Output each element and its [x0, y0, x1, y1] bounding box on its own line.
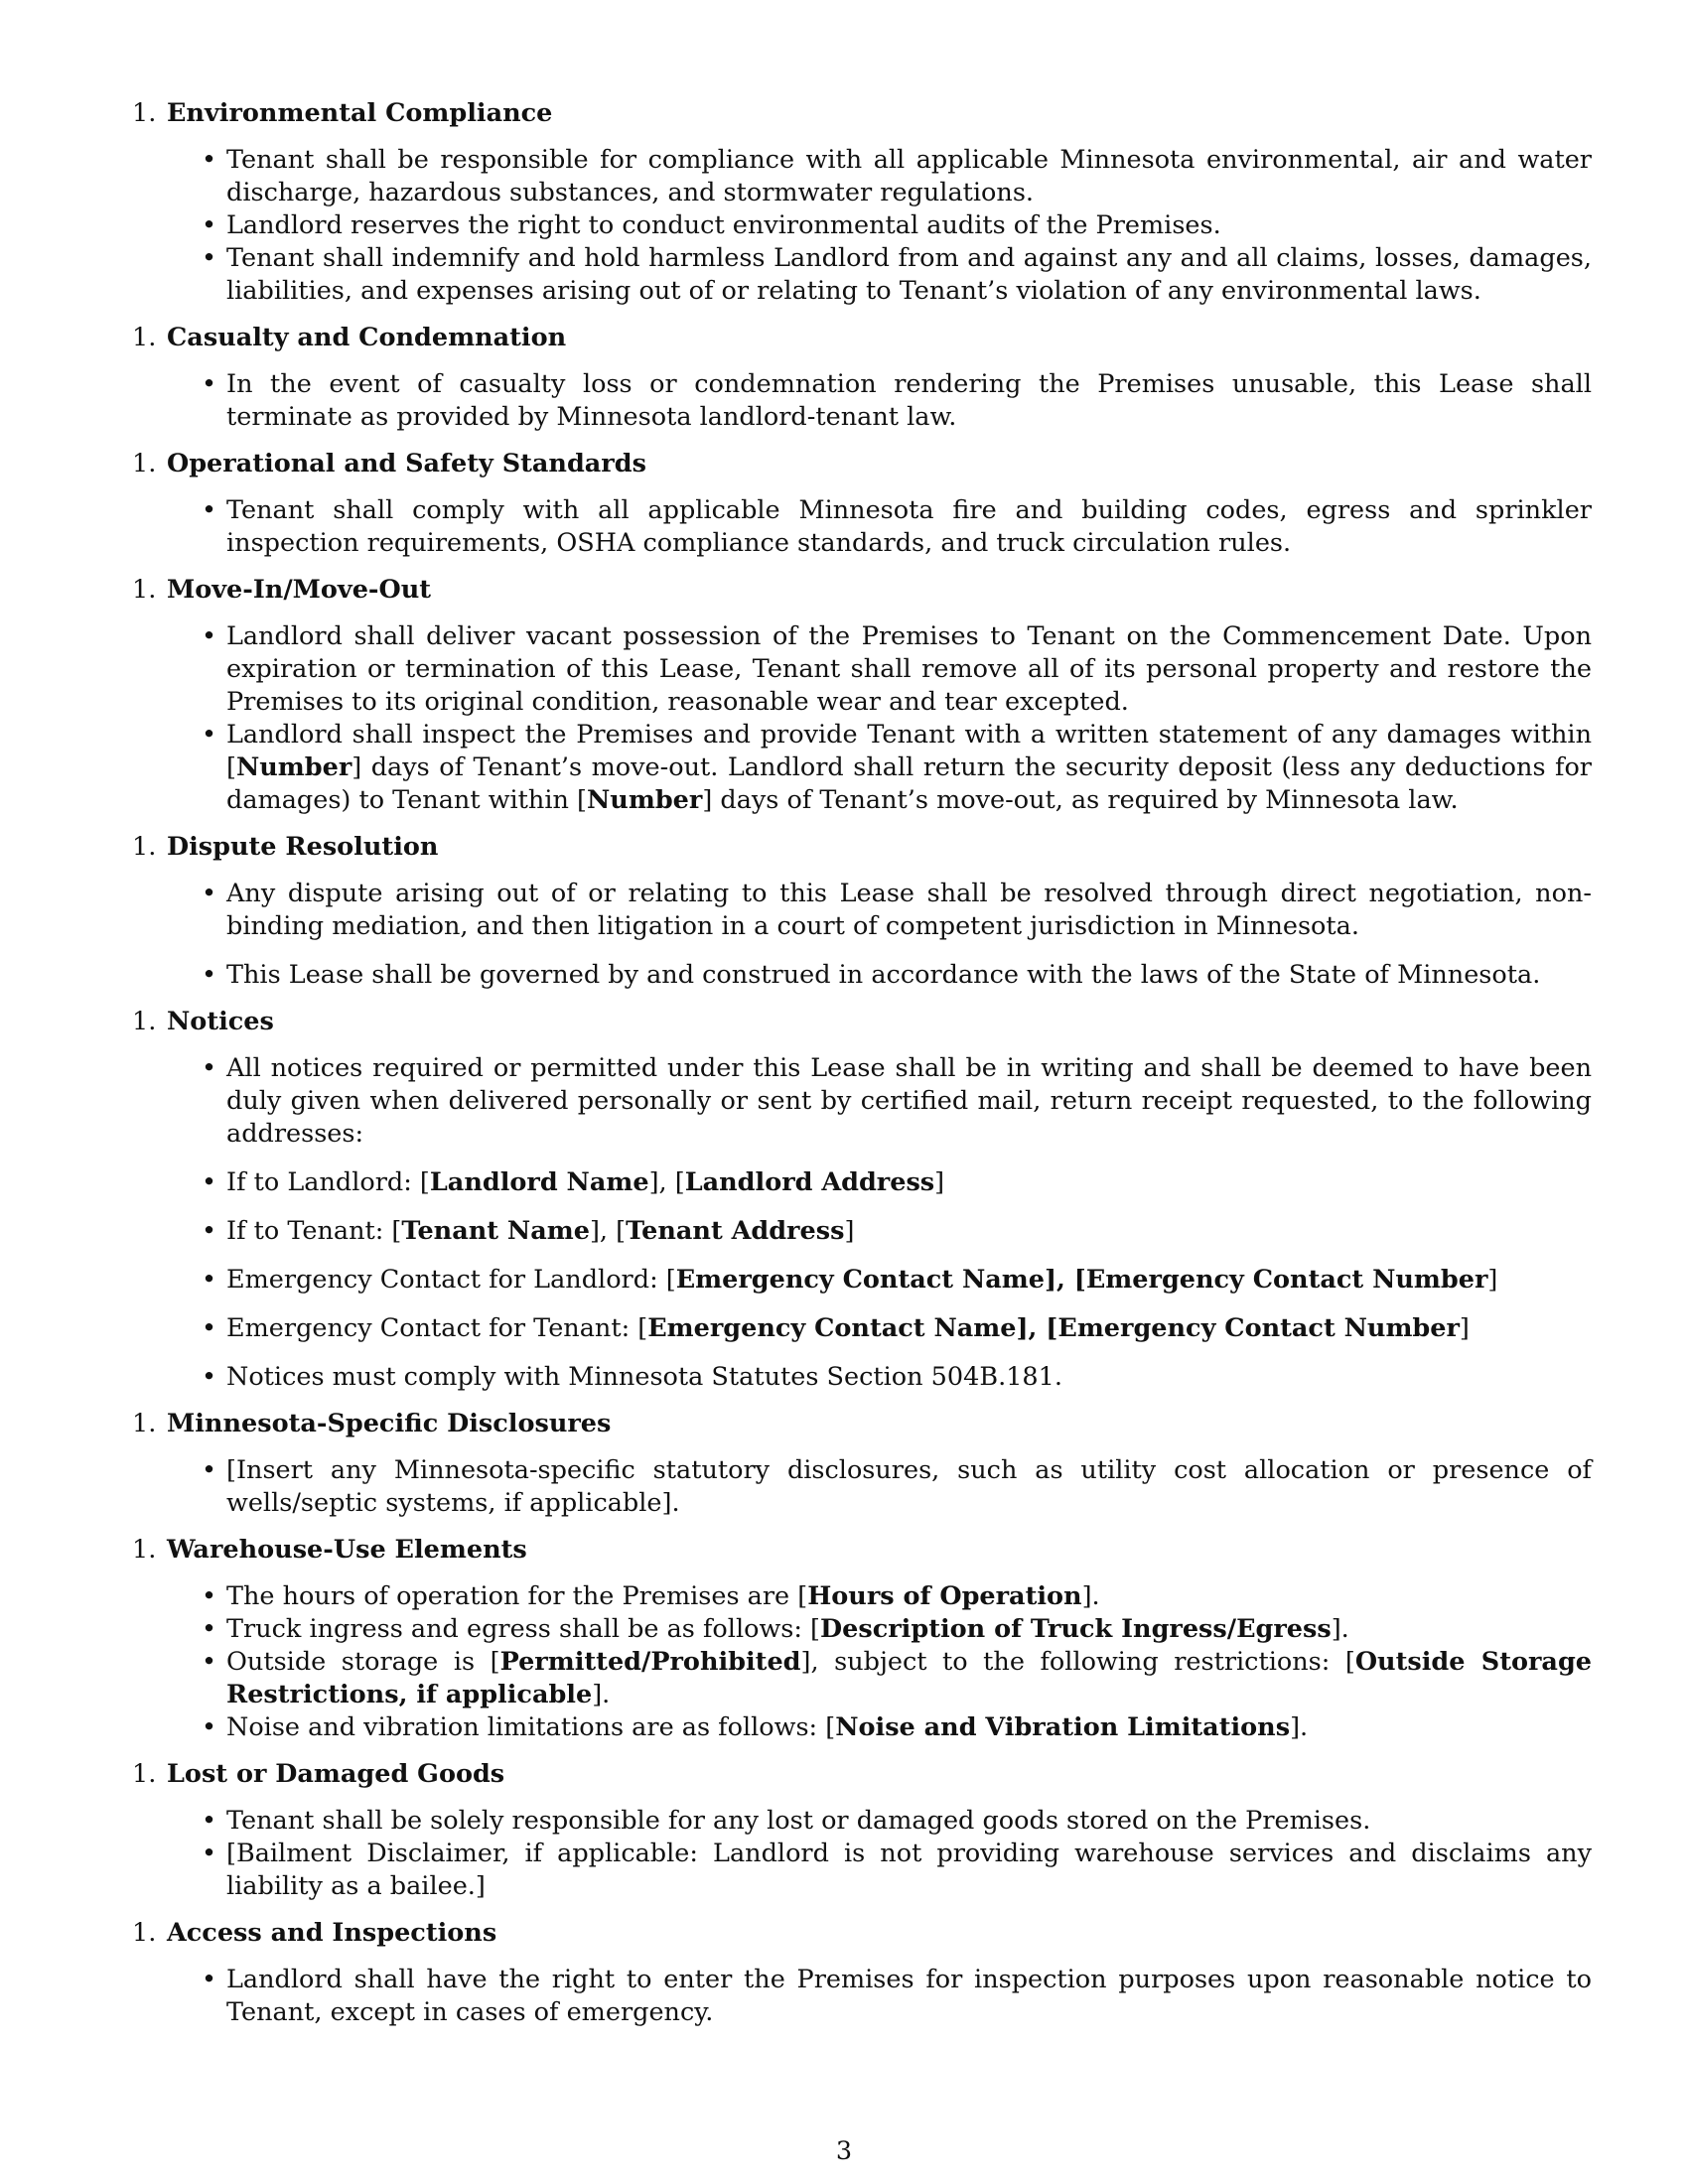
lease-section	[132, 322, 1592, 434]
list-item	[226, 1454, 1592, 1520]
lease-section	[132, 97, 1592, 308]
section-heading	[132, 322, 1592, 354]
section-bullet-list	[132, 1964, 1592, 2029]
list-item	[226, 1613, 1592, 1646]
list-item	[226, 368, 1592, 434]
section-bullet-list	[132, 144, 1592, 308]
section-number: 1.	[132, 832, 157, 862]
item-text: Landlord reserves the right to conduct environmental audits of the Premises.	[226, 210, 1221, 240]
item-text: [Insert any Minnesota-specific statutory disclosures, such as utility cost allocation or presence of wells/septic systems, if applicable].	[226, 1455, 1592, 1518]
list-item	[226, 1646, 1592, 1711]
item-text: ]	[1459, 1313, 1470, 1343]
item-text: If to Tenant: [	[226, 1216, 402, 1246]
section-number: 1.	[132, 1409, 157, 1438]
lease-section	[132, 831, 1592, 992]
list-item	[226, 719, 1592, 817]
list-item	[226, 1361, 1592, 1394]
list-item	[226, 620, 1592, 719]
list-item	[226, 144, 1592, 209]
lease-section	[132, 1758, 1592, 1903]
section-title: Warehouse-Use Elements	[167, 1535, 527, 1565]
section-bullet-list	[132, 878, 1592, 992]
placeholder-field: Description of Truck Ingress/Egress	[820, 1614, 1332, 1644]
section-heading	[132, 1758, 1592, 1791]
placeholder-field: Noise and Vibration Limitations	[835, 1712, 1291, 1742]
section-bullet-list	[132, 494, 1592, 560]
document-body	[132, 97, 1592, 2043]
list-item	[226, 242, 1592, 308]
placeholder-field: Emergency Contact Name], [Emergency Contact Number	[675, 1265, 1488, 1295]
lease-section	[132, 1408, 1592, 1520]
section-number: 1.	[132, 1918, 157, 1948]
item-text: Any dispute arising out of or relating to this Lease shall be resolved through direct negotiation, non-binding mediation, and then litigation in a court of competent jurisdiction in Minnesota.	[226, 879, 1592, 941]
list-item	[226, 1166, 1592, 1199]
item-text: Noise and vibration limitations are as follows: [	[226, 1712, 836, 1742]
item-text: Outside storage is [	[226, 1647, 500, 1677]
item-text: Landlord shall inspect the Premises and provide Tenant with a written statement of any damages within [	[226, 720, 1592, 782]
placeholder-field: Hours of Operation	[807, 1581, 1082, 1611]
section-bullet-list	[132, 368, 1592, 434]
list-item	[226, 1052, 1592, 1151]
item-text: ].	[592, 1680, 611, 1709]
item-text: Tenant shall be responsible for compliance with all applicable Minnesota environmental, air and water discharge, hazardous substances, and stormwater regulations.	[226, 145, 1592, 207]
placeholder-field: Landlord Name	[429, 1167, 649, 1197]
section-number: 1.	[132, 1535, 157, 1565]
item-text: ]	[934, 1167, 945, 1197]
item-text: Landlord shall deliver vacant possession of the Premises to Tenant on the Commencement Date. Upon expiration or termination of this Lease, Tenant shall remove all of its personal property and restore the Premises to its original condition, reasonable wear and tear excepted.	[226, 621, 1592, 717]
section-title: Environmental Compliance	[167, 98, 553, 128]
lease-section	[132, 1006, 1592, 1394]
section-number: 1.	[132, 98, 157, 128]
section-bullet-list	[132, 1052, 1592, 1394]
list-item	[226, 1215, 1592, 1248]
list-item	[226, 1580, 1592, 1613]
item-text: ] days of Tenant’s move-out. Landlord shall return the security deposit (less any deductions for damages) to Tenant within [	[226, 752, 1592, 815]
section-title: Move-In/Move-Out	[167, 575, 432, 605]
section-title: Lost or Damaged Goods	[167, 1759, 505, 1789]
item-text: ]	[1487, 1265, 1498, 1295]
item-text: Landlord shall have the right to enter the Premises for inspection purposes upon reasonable notice to Tenant, except in cases of emergency.	[226, 1965, 1592, 2027]
lease-section	[132, 448, 1592, 560]
placeholder-field: Tenant Name	[401, 1216, 590, 1246]
item-text: If to Landlord: [	[226, 1167, 430, 1197]
item-text: ] days of Tenant’s move-out, as required by Minnesota law.	[702, 785, 1459, 815]
section-title: Operational and Safety Standards	[167, 449, 646, 478]
item-text: Tenant shall be solely responsible for any lost or damaged goods stored on the Premises.	[226, 1806, 1371, 1836]
section-heading	[132, 448, 1592, 480]
section-title: Casualty and Condemnation	[167, 323, 567, 352]
section-bullet-list	[132, 1454, 1592, 1520]
placeholder-field: Permitted/Prohibited	[499, 1647, 801, 1677]
section-heading	[132, 1917, 1592, 1950]
placeholder-field: Emergency Contact Name], [Emergency Contact Number	[647, 1313, 1460, 1343]
item-text: ], [	[648, 1167, 685, 1197]
section-title: Minnesota-Specific Disclosures	[167, 1409, 612, 1438]
list-item	[226, 1805, 1592, 1838]
list-item	[226, 878, 1592, 943]
list-item	[226, 494, 1592, 560]
item-text: ].	[1081, 1581, 1100, 1611]
item-text: Truck ingress and egress shall be as follows: [	[226, 1614, 821, 1644]
section-heading	[132, 1006, 1592, 1038]
list-item	[226, 1964, 1592, 2029]
item-text: ], [	[589, 1216, 627, 1246]
section-heading	[132, 574, 1592, 607]
list-item	[226, 1838, 1592, 1903]
placeholder-field: Outside Storage Restrictions, if applicable	[226, 1647, 1592, 1709]
lease-section	[132, 1917, 1592, 2029]
section-number: 1.	[132, 1007, 157, 1036]
page-number: 3	[835, 2136, 853, 2166]
section-heading	[132, 97, 1592, 130]
item-text: ].	[1290, 1712, 1309, 1742]
list-item	[226, 959, 1592, 992]
placeholder-field: Number	[586, 785, 703, 815]
section-title: Dispute Resolution	[167, 832, 439, 862]
lease-section	[132, 1534, 1592, 1744]
list-item	[226, 1312, 1592, 1345]
section-heading	[132, 831, 1592, 864]
item-text: Tenant shall indemnify and hold harmless Landlord from and against any and all claims, losses, damages, liabilities, and expenses arising out of or relating to Tenant’s violation of any environmental laws.	[226, 243, 1592, 306]
section-heading	[132, 1408, 1592, 1440]
item-text: Tenant shall comply with all applicable Minnesota fire and building codes, egress and sprinkler inspection requirements, OSHA compliance standards, and truck circulation rules.	[226, 495, 1592, 558]
list-item	[226, 1711, 1592, 1744]
list-item	[226, 1264, 1592, 1297]
item-text: This Lease shall be governed by and construed in accordance with the laws of the State of Minnesota.	[226, 960, 1541, 990]
section-heading	[132, 1534, 1592, 1567]
item-text: Notices must comply with Minnesota Statutes Section 504B.181.	[226, 1362, 1062, 1392]
section-number: 1.	[132, 323, 157, 352]
section-bullet-list	[132, 1580, 1592, 1744]
section-bullet-list	[132, 620, 1592, 817]
section-title: Access and Inspections	[167, 1918, 497, 1948]
item-text: The hours of operation for the Premises are [	[226, 1581, 808, 1611]
section-title: Notices	[167, 1007, 274, 1036]
placeholder-field: Landlord Address	[684, 1167, 935, 1197]
item-text: All notices required or permitted under this Lease shall be in writing and shall be deemed to have been duly given when delivered personally or sent by certified mail, return receipt requested, to the following addresses:	[226, 1053, 1592, 1149]
item-text: In the event of casualty loss or condemnation rendering the Premises unusable, this Lease shall terminate as provided by Minnesota landlord-tenant law.	[226, 369, 1592, 432]
item-text: [Bailment Disclaimer, if applicable: Landlord is not providing warehouse services and disclaims any liability as a bailee.]	[226, 1839, 1592, 1901]
item-text: Emergency Contact for Landlord: [	[226, 1265, 676, 1295]
section-number: 1.	[132, 449, 157, 478]
section-number: 1.	[132, 1759, 157, 1789]
item-text: ], subject to the following restrictions: [	[800, 1647, 1355, 1677]
lease-section	[132, 574, 1592, 817]
item-text: ]	[844, 1216, 855, 1246]
placeholder-field: Tenant Address	[626, 1216, 845, 1246]
item-text: ].	[1331, 1614, 1349, 1644]
item-text: Emergency Contact for Tenant: [	[226, 1313, 648, 1343]
section-number: 1.	[132, 575, 157, 605]
placeholder-field: Number	[235, 752, 352, 782]
section-bullet-list	[132, 1805, 1592, 1903]
list-item	[226, 209, 1592, 242]
